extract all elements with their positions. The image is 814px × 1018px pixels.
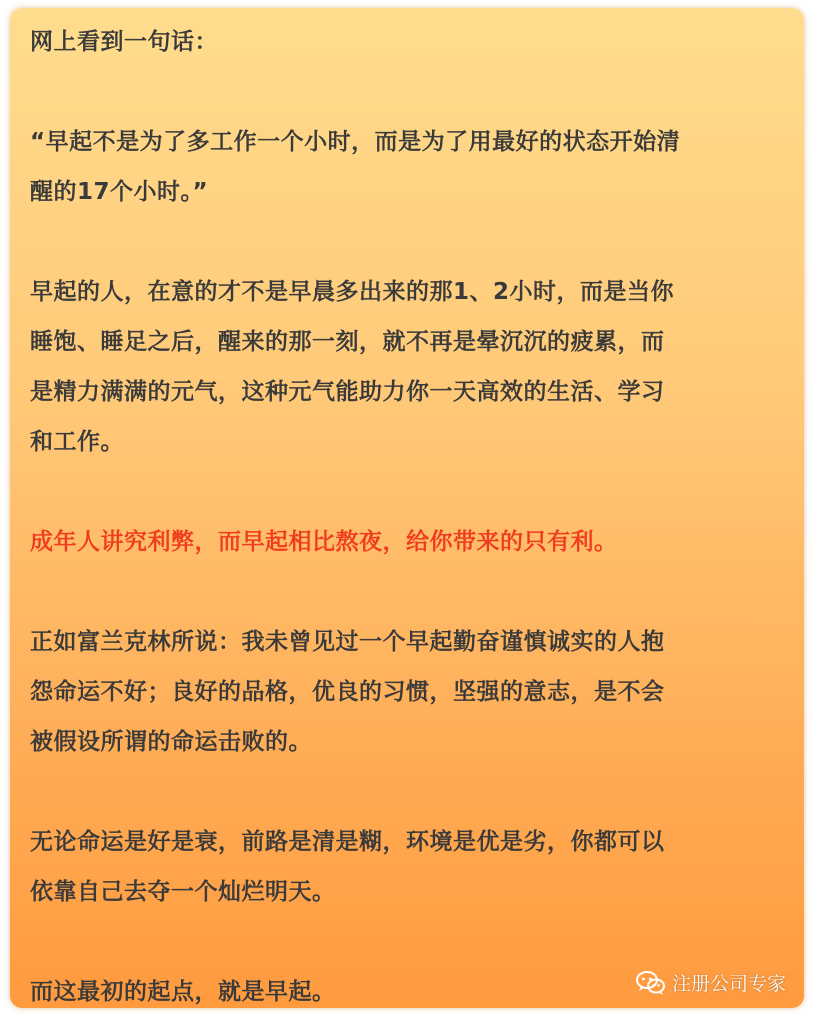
text-line: 被假设所谓的命运击败的。 bbox=[30, 729, 312, 755]
paragraph-highlight bbox=[30, 517, 790, 567]
text-line: 正如富兰克林所说：我未曾见过一个早起勤奋谨慎诚实的人抱 bbox=[30, 629, 665, 655]
text-line: “早起不是为了多工作一个小时，而是为了用最好的状态开始清 bbox=[30, 129, 681, 155]
paragraph-quote bbox=[30, 117, 790, 217]
text-line: 怨命运不好；良好的品格，优良的习惯，坚强的意志，是不会 bbox=[30, 679, 665, 705]
text-line: 和工作。 bbox=[30, 429, 124, 455]
highlight-line: 成年人讲究利弊，而早起相比熬夜，给你带来的只有利。 bbox=[30, 529, 618, 555]
text-line: 是精力满满的元气，这种元气能助力你一天高效的生活、学习 bbox=[30, 379, 665, 405]
paragraph-early-riser bbox=[30, 267, 790, 467]
watermark-text: 注册公司专家 bbox=[671, 973, 786, 995]
watermark bbox=[636, 969, 786, 996]
paragraph-destiny bbox=[30, 817, 790, 917]
wechat-icon bbox=[636, 970, 666, 996]
article-content bbox=[30, 17, 790, 1008]
text-line: 依靠自己去夺一个灿烂明天。 bbox=[30, 879, 336, 905]
text-line: 早起的人，在意的才不是早晨多出来的那1、2小时，而是当你 bbox=[30, 279, 675, 305]
text-line: 醒的17个小时。” bbox=[30, 179, 209, 205]
text-line: 睡饱、睡足之后，醒来的那一刻，就不再是晕沉沉的疲累，而 bbox=[30, 329, 665, 355]
paragraph-franklin bbox=[30, 617, 790, 767]
paragraph-intro bbox=[30, 17, 790, 67]
article-card bbox=[10, 8, 804, 1008]
text-line: 无论命运是好是衰，前路是清是糊，环境是优是劣，你都可以 bbox=[30, 829, 665, 855]
text-line: 而这最初的起点，就是早起。 bbox=[30, 979, 336, 1005]
text-line: 网上看到一句话： bbox=[30, 29, 218, 55]
